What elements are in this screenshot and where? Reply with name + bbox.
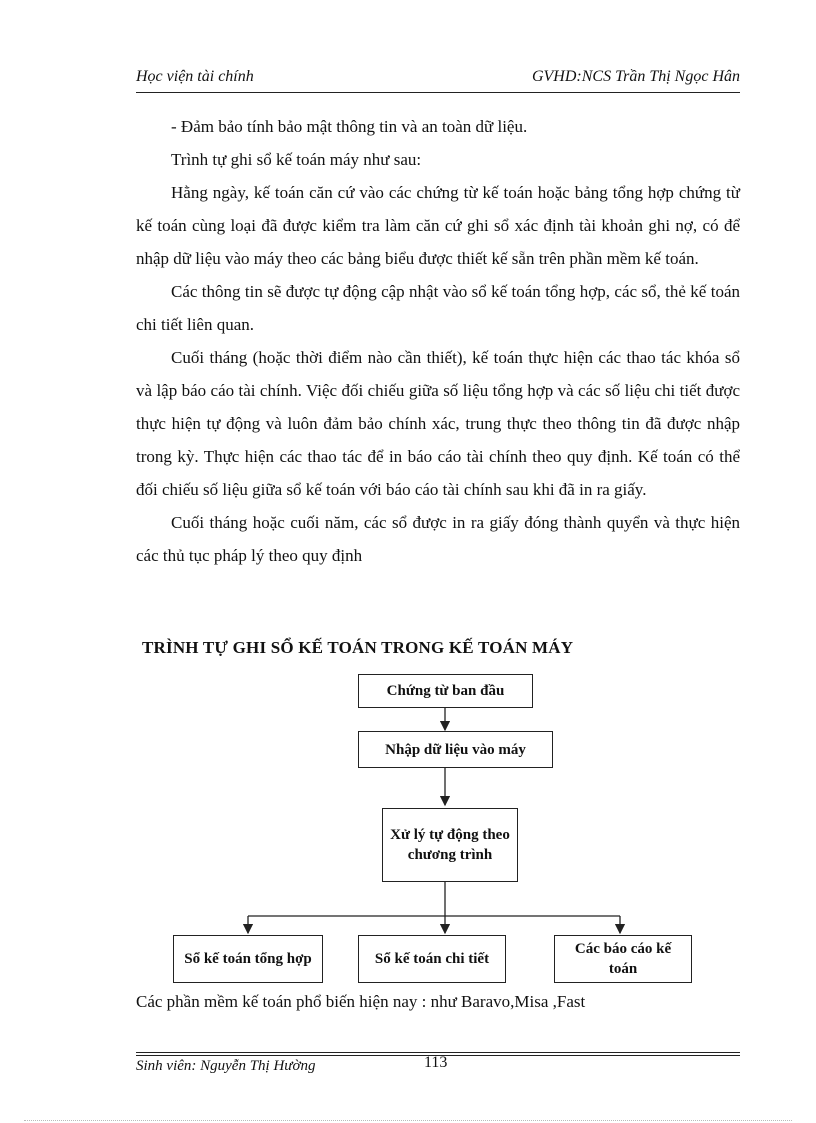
paragraph-update: Các thông tin sẽ được tự động cập nhật vào sổ kế toán tổng hợp, các sổ, thẻ kế toán chi tiết liên quan. — [136, 282, 740, 334]
box-auto-processing: Xử lý tự động theo chương trình — [382, 808, 518, 882]
paragraph-bullet: - Đảm bảo tính bảo mật thông tin và an toàn dữ liệu. — [171, 117, 528, 136]
box-general-ledger: Sổ kế toán tổng hợp — [173, 935, 323, 983]
box-data-entry: Nhập dữ liệu vào máy — [358, 731, 553, 768]
software-note: Các phần mềm kế toán phổ biến hiện nay : như Baravo,Misa ,Fast — [136, 992, 586, 1011]
page-edge — [24, 1120, 792, 1121]
header-supervisor: GVHD:NCS Trần Thị Ngọc Hân — [531, 68, 740, 85]
box-source-documents: Chứng từ ban đầu — [358, 674, 533, 708]
paragraph-year-end: Cuối tháng hoặc cuối năm, các sổ được in ra giấy đóng thành quyển và thực hiện các thủ tục pháp lý theo quy định — [136, 513, 740, 565]
footer-student: Sinh viên: Nguyễn Thị Hường — [136, 1058, 316, 1074]
paragraph-intro: Trình tự ghi sổ kế toán máy như sau: — [171, 150, 422, 169]
box-detail-ledger: Sổ kế toán chi tiết — [358, 935, 506, 983]
diagram-title: TRÌNH TỰ GHI SỔ KẾ TOÁN TRONG KẾ TOÁN MÁY — [142, 638, 574, 657]
box-accounting-reports: Các báo cáo kế toán — [554, 935, 692, 983]
paragraph-daily: Hằng ngày, kế toán căn cứ vào các chứng từ kế toán hoặc bảng tổng hợp chứng từ kế toán cùng loại đã được kiểm tra làm căn cứ ghi sổ xác định tài khoản ghi nợ, có để nhập dữ liệu vào máy theo các bảng biểu được thiết kế sẵn trên phần mềm kế toán. — [136, 183, 740, 268]
header-institution: Học viện tài chính — [136, 68, 254, 85]
footer-rule-top — [136, 1052, 740, 1053]
paragraph-month-end: Cuối tháng (hoặc thời điểm nào cần thiết), kế toán thực hiện các thao tác khóa sổ và lập báo cáo tài chính. Việc đối chiếu giữa số liệu tổng hợp và các số liệu chi tiết được thực hiện tự động và luôn đảm bảo chính xác, trung thực theo thông tin đã được nhập trong kỳ. Thực hiện các thao tác để in báo cáo tài chính theo quy định. Kế toán có thể đối chiếu số liệu giữa sổ kế toán với báo cáo tài chính sau khi đã in ra giấy. — [136, 348, 740, 499]
page-number: 113 — [424, 1054, 448, 1071]
